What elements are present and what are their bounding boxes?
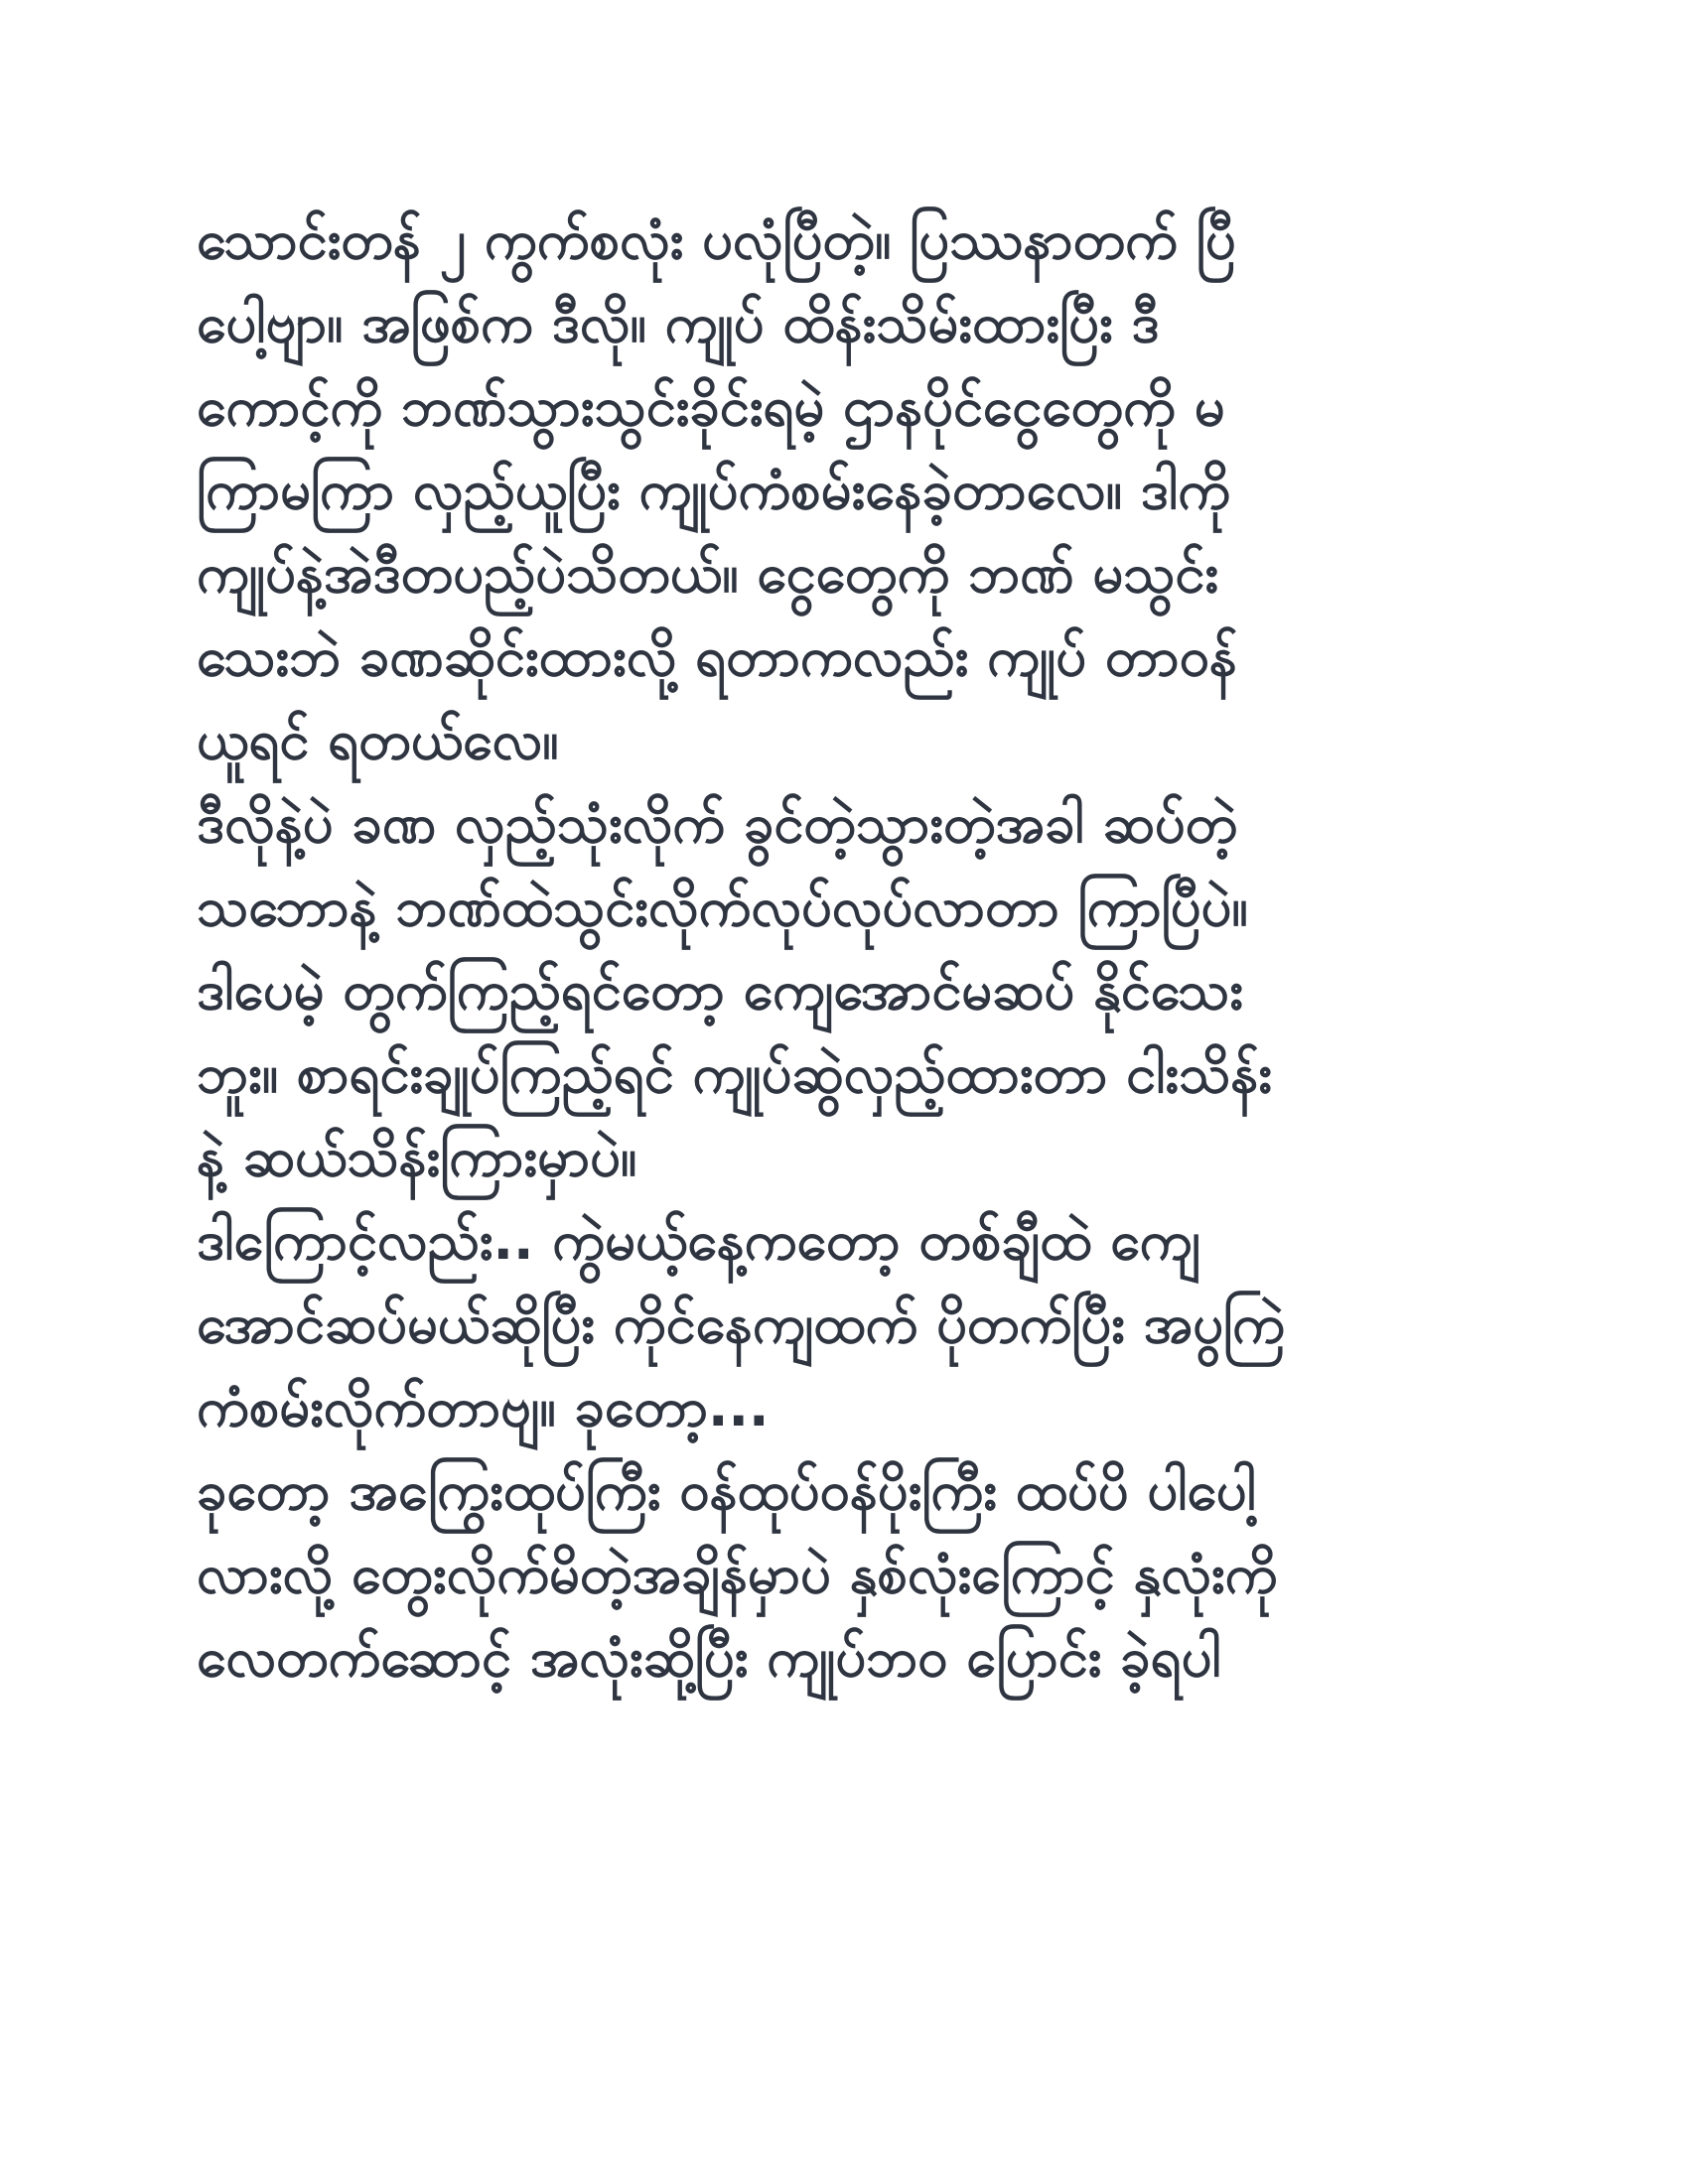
text-line: ယူရင် ရတယ်လေ။ bbox=[197, 709, 559, 771]
text-line: ဘူး။ စာရင်းချုပ်ကြည့်ရင် ကျုပ်ဆွဲလှည့်ထားတာ ငါးသိန်း bbox=[197, 1042, 1272, 1105]
text-line: အောင်ဆပ်မယ်ဆိုပြီး ကိုင်နေကျထက် ပိုတက်ပြီး အပွကြဲ bbox=[197, 1293, 1285, 1355]
text-line: သေးဘဲ ခဏဆိုင်းထားလို့ ရတာကလည်း ကျုပ် တာဝန် bbox=[197, 625, 1237, 688]
text-line: သဘောနဲ့ ဘဏ်ထဲသွင်းလိုက်လုပ်လုပ်လာတာ ကြာပြီပဲ။ bbox=[197, 876, 1248, 938]
text-line: လေတက်ဆောင့် အလုံးဆို့ပြီး ကျုပ်ဘဝ ပြောင်း ခဲ့ရပါ bbox=[197, 1626, 1221, 1689]
text-line: ကံစမ်းလိုက်တာဗျ။ ခုတော့... bbox=[197, 1376, 770, 1438]
text-line: သောင်းတန် ၂ ကွက်စလုံး ပလုံပြီတဲ့။ ပြဿနာတက် ပြီ bbox=[197, 208, 1236, 271]
text-line: ဒီလိုနဲ့ပဲ ခဏ လှည့်သုံးလိုက် ခွင်တဲ့သွားတဲ့အခါ ဆပ်တဲ့ bbox=[197, 792, 1238, 855]
text-line: ကောင့်ကို ဘဏ်သွားသွင်းခိုင်းရမဲ့ ဌာနပိုင်ငွေတွေကို မ bbox=[197, 375, 1225, 438]
text-line: လားလို့ တွေးလိုက်မိတဲ့အချိန်မှာပဲ နှစ်လုံးကြောင့် နှလုံးကို bbox=[197, 1543, 1278, 1605]
text-line: ဒါကြောင့်လည်း.. ကွဲမယ့်နေ့ကတော့ တစ်ချီထဲ ကျေ bbox=[197, 1209, 1200, 1272]
text-line: ခုတော့ အကြွေးထုပ်ကြီး ဝန်ထုပ်ဝန်ပိုးကြီး ထပ်ပိ ပါပေါ့ bbox=[197, 1459, 1256, 1522]
text-line: ပေါ့ဗျာ။ အဖြစ်က ဒီလို။ ကျုပ် ထိန်းသိမ်းထားပြီး ဒီ bbox=[197, 292, 1160, 354]
text-line: နဲ့ ဆယ်သိန်းကြားမှာပဲ။ bbox=[197, 1126, 637, 1188]
text-line: ကြာမကြာ လှည့်ယူပြီး ကျုပ်ကံစမ်းနေခဲ့တာလေ။ ဒါကို bbox=[197, 459, 1231, 521]
body-text bbox=[197, 199, 1487, 1700]
text-line: ကျုပ်နဲ့အဲဒီတပည့်ပဲသိတယ်။ ငွေတွေကို ဘဏ် မသွင်း bbox=[197, 542, 1219, 605]
text-line: ဒါပေမဲ့ တွက်ကြည့်ရင်တော့ ကျေအောင်မဆပ် နိုင်သေး bbox=[197, 959, 1243, 1022]
